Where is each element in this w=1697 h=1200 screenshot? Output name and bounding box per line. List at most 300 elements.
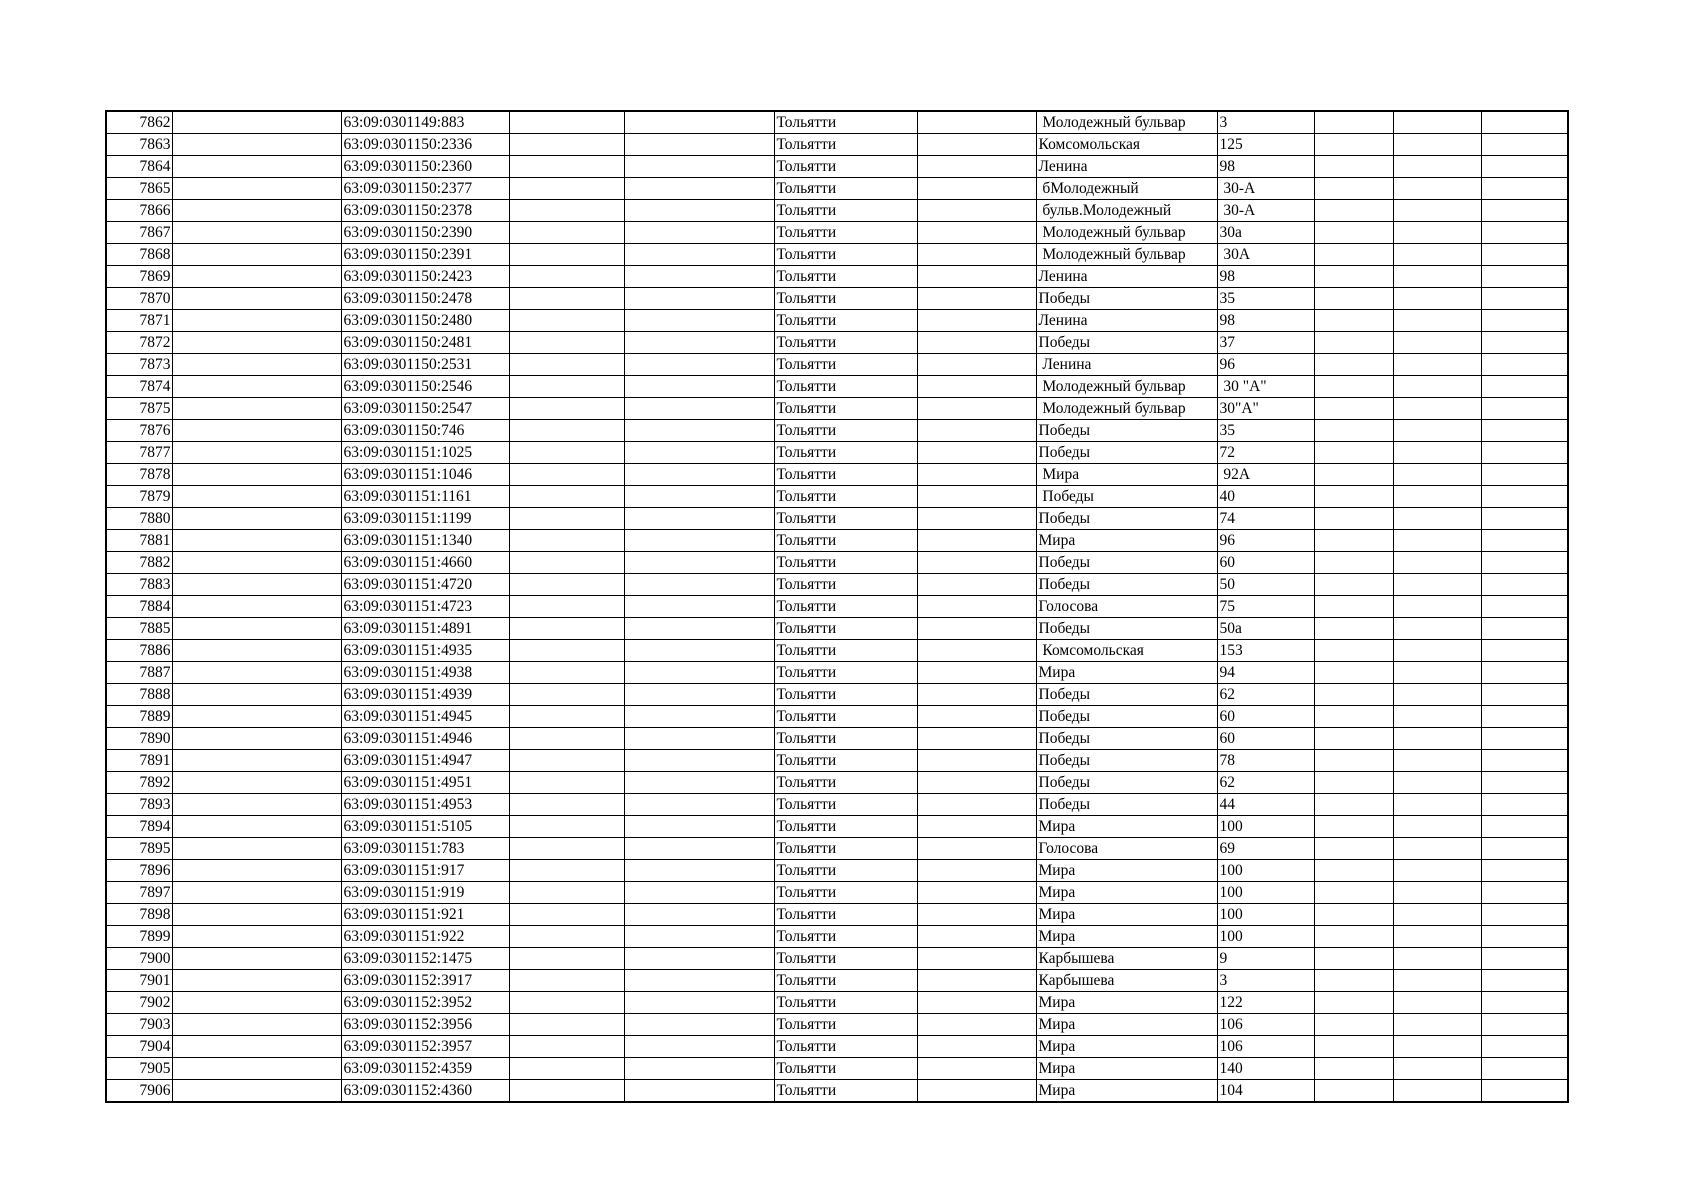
- cell-empty: [1481, 684, 1568, 706]
- cell-empty: [509, 332, 624, 354]
- cell-empty: [172, 816, 341, 838]
- cell-cadastral-number: 63:09:0301150:746: [341, 420, 509, 442]
- cell-street: Ленина: [1036, 266, 1217, 288]
- cell-street: Победы: [1036, 288, 1217, 310]
- table-row: [106, 816, 1568, 838]
- cell-row-number: 7871: [106, 310, 172, 332]
- cell-cadastral-number: 63:09:0301151:1340: [341, 530, 509, 552]
- cell-street: Ленина: [1036, 310, 1217, 332]
- cell-cadastral-number: 63:09:0301150:2390: [341, 222, 509, 244]
- cell-cadastral-number: 63:09:0301151:5105: [341, 816, 509, 838]
- cell-row-number: 7873: [106, 354, 172, 376]
- cell-street: Ленина: [1036, 354, 1217, 376]
- cell-street: Карбышева: [1036, 948, 1217, 970]
- cell-empty: [509, 111, 624, 134]
- table-row: [106, 838, 1568, 860]
- cell-empty: [1481, 178, 1568, 200]
- cell-empty: [172, 706, 341, 728]
- cell-empty: [624, 904, 774, 926]
- cell-house: 40: [1217, 486, 1314, 508]
- cell-empty: [1481, 156, 1568, 178]
- cell-empty: [624, 640, 774, 662]
- cell-empty: [1481, 222, 1568, 244]
- cell-cadastral-number: 63:09:0301150:2423: [341, 266, 509, 288]
- cell-empty: [1314, 376, 1393, 398]
- cell-empty: [509, 662, 624, 684]
- cell-empty: [917, 816, 1036, 838]
- cell-empty: [624, 508, 774, 530]
- cell-house: 3: [1217, 970, 1314, 992]
- cell-row-number: 7866: [106, 200, 172, 222]
- cell-street: Победы: [1036, 574, 1217, 596]
- cell-empty: [172, 640, 341, 662]
- cell-street: бМолодежный: [1036, 178, 1217, 200]
- cell-empty: [624, 706, 774, 728]
- cell-empty: [1481, 882, 1568, 904]
- cell-row-number: 7889: [106, 706, 172, 728]
- cell-row-number: 7895: [106, 838, 172, 860]
- cell-empty: [509, 288, 624, 310]
- table-row: [106, 618, 1568, 640]
- cell-row-number: 7863: [106, 134, 172, 156]
- cell-cadastral-number: 63:09:0301151:4891: [341, 618, 509, 640]
- cell-empty: [917, 904, 1036, 926]
- cell-empty: [1314, 354, 1393, 376]
- cell-empty: [509, 530, 624, 552]
- table-row: [106, 970, 1568, 992]
- registry-table: [105, 110, 1569, 1103]
- cell-cadastral-number: 63:09:0301152:1475: [341, 948, 509, 970]
- cell-empty: [1314, 728, 1393, 750]
- cell-street: Голосова: [1036, 838, 1217, 860]
- cell-empty: [172, 200, 341, 222]
- cell-row-number: 7877: [106, 442, 172, 464]
- cell-street: Мира: [1036, 1014, 1217, 1036]
- cell-empty: [509, 750, 624, 772]
- cell-city: Тольятти: [774, 508, 917, 530]
- table-row: [106, 111, 1568, 134]
- cell-empty: [1314, 970, 1393, 992]
- cell-empty: [509, 838, 624, 860]
- cell-house: 30"А": [1217, 398, 1314, 420]
- cell-empty: [917, 662, 1036, 684]
- cell-empty: [1393, 552, 1481, 574]
- cell-empty: [917, 111, 1036, 134]
- cell-empty: [624, 222, 774, 244]
- cell-empty: [1481, 948, 1568, 970]
- cell-city: Тольятти: [774, 728, 917, 750]
- cell-row-number: 7888: [106, 684, 172, 706]
- cell-cadastral-number: 63:09:0301152:3952: [341, 992, 509, 1014]
- cell-cadastral-number: 63:09:0301152:3917: [341, 970, 509, 992]
- cell-empty: [917, 838, 1036, 860]
- cell-cadastral-number: 63:09:0301151:1025: [341, 442, 509, 464]
- cell-empty: [1314, 1014, 1393, 1036]
- cell-empty: [1481, 1080, 1568, 1103]
- cell-empty: [1393, 244, 1481, 266]
- cell-empty: [1481, 574, 1568, 596]
- cell-empty: [1314, 244, 1393, 266]
- cell-empty: [1481, 838, 1568, 860]
- cell-empty: [172, 354, 341, 376]
- cell-empty: [1481, 970, 1568, 992]
- cell-empty: [624, 134, 774, 156]
- cell-empty: [1393, 772, 1481, 794]
- cell-city: Тольятти: [774, 244, 917, 266]
- cell-empty: [1481, 442, 1568, 464]
- cell-empty: [1314, 618, 1393, 640]
- cell-city: Тольятти: [774, 222, 917, 244]
- cell-street: Победы: [1036, 420, 1217, 442]
- cell-city: Тольятти: [774, 882, 917, 904]
- cell-empty: [1314, 860, 1393, 882]
- cell-empty: [1481, 420, 1568, 442]
- table-row: [106, 1014, 1568, 1036]
- cell-cadastral-number: 63:09:0301150:2336: [341, 134, 509, 156]
- cell-house: 140: [1217, 1058, 1314, 1080]
- cell-street: Ленина: [1036, 156, 1217, 178]
- cell-empty: [172, 156, 341, 178]
- cell-empty: [624, 728, 774, 750]
- cell-empty: [509, 1058, 624, 1080]
- cell-empty: [917, 442, 1036, 464]
- cell-empty: [1314, 288, 1393, 310]
- cell-row-number: 7867: [106, 222, 172, 244]
- cell-empty: [1393, 222, 1481, 244]
- cell-house: 35: [1217, 288, 1314, 310]
- cell-empty: [1481, 464, 1568, 486]
- table-row: [106, 552, 1568, 574]
- cell-empty: [1393, 508, 1481, 530]
- cell-empty: [1314, 992, 1393, 1014]
- cell-city: Тольятти: [774, 706, 917, 728]
- cell-street: Мира: [1036, 816, 1217, 838]
- cell-empty: [917, 970, 1036, 992]
- cell-row-number: 7881: [106, 530, 172, 552]
- cell-empty: [917, 178, 1036, 200]
- table-row: [106, 948, 1568, 970]
- cell-house: 9: [1217, 948, 1314, 970]
- table-row: [106, 992, 1568, 1014]
- table-row: [106, 332, 1568, 354]
- cell-row-number: 7878: [106, 464, 172, 486]
- cell-empty: [1481, 376, 1568, 398]
- cell-street: Победы: [1036, 552, 1217, 574]
- cell-empty: [172, 310, 341, 332]
- cell-empty: [1314, 178, 1393, 200]
- cell-empty: [624, 376, 774, 398]
- cell-city: Тольятти: [774, 948, 917, 970]
- cell-empty: [1314, 926, 1393, 948]
- cell-street: Мира: [1036, 1058, 1217, 1080]
- cell-cadastral-number: 63:09:0301151:4723: [341, 596, 509, 618]
- table-row: [106, 750, 1568, 772]
- cell-street: Мира: [1036, 926, 1217, 948]
- cell-empty: [509, 266, 624, 288]
- cell-house: 100: [1217, 816, 1314, 838]
- table-row: [106, 442, 1568, 464]
- cell-cadastral-number: 63:09:0301150:2546: [341, 376, 509, 398]
- table-row: [106, 1036, 1568, 1058]
- cell-empty: [1393, 111, 1481, 134]
- cell-house: 104: [1217, 1080, 1314, 1103]
- cell-empty: [1314, 222, 1393, 244]
- cell-empty: [509, 222, 624, 244]
- cell-street: Победы: [1036, 618, 1217, 640]
- cell-house: 75: [1217, 596, 1314, 618]
- cell-row-number: 7901: [106, 970, 172, 992]
- cell-empty: [1393, 706, 1481, 728]
- cell-empty: [917, 222, 1036, 244]
- cell-empty: [172, 332, 341, 354]
- cell-city: Тольятти: [774, 464, 917, 486]
- table-body: [106, 111, 1568, 1102]
- cell-empty: [1481, 926, 1568, 948]
- cell-empty: [917, 200, 1036, 222]
- cell-empty: [917, 332, 1036, 354]
- table-row: [106, 486, 1568, 508]
- cell-empty: [917, 310, 1036, 332]
- cell-empty: [917, 464, 1036, 486]
- cell-cadastral-number: 63:09:0301151:4945: [341, 706, 509, 728]
- cell-house: 125: [1217, 134, 1314, 156]
- cell-empty: [917, 1036, 1036, 1058]
- cell-street: Победы: [1036, 728, 1217, 750]
- cell-cadastral-number: 63:09:0301151:4938: [341, 662, 509, 684]
- cell-empty: [624, 1080, 774, 1103]
- cell-empty: [1393, 882, 1481, 904]
- cell-empty: [1314, 574, 1393, 596]
- cell-row-number: 7886: [106, 640, 172, 662]
- cell-cadastral-number: 63:09:0301150:2478: [341, 288, 509, 310]
- cell-empty: [509, 178, 624, 200]
- cell-empty: [509, 574, 624, 596]
- cell-empty: [1481, 398, 1568, 420]
- cell-empty: [1393, 442, 1481, 464]
- table-row: [106, 134, 1568, 156]
- table-row: [106, 420, 1568, 442]
- cell-empty: [624, 156, 774, 178]
- cell-empty: [1481, 332, 1568, 354]
- cell-cadastral-number: 63:09:0301151:917: [341, 860, 509, 882]
- table-row: [106, 464, 1568, 486]
- cell-street: Победы: [1036, 706, 1217, 728]
- cell-empty: [917, 926, 1036, 948]
- cell-empty: [509, 200, 624, 222]
- cell-house: 78: [1217, 750, 1314, 772]
- cell-empty: [624, 552, 774, 574]
- table-row: [106, 244, 1568, 266]
- cell-empty: [172, 486, 341, 508]
- cell-empty: [1393, 596, 1481, 618]
- cell-empty: [1481, 794, 1568, 816]
- cell-street: бульв.Молодежный: [1036, 200, 1217, 222]
- cell-empty: [172, 1058, 341, 1080]
- cell-empty: [1481, 640, 1568, 662]
- cell-cadastral-number: 63:09:0301152:4359: [341, 1058, 509, 1080]
- table-row: [106, 354, 1568, 376]
- cell-row-number: 7872: [106, 332, 172, 354]
- cell-cadastral-number: 63:09:0301151:4951: [341, 772, 509, 794]
- cell-empty: [624, 1058, 774, 1080]
- cell-empty: [509, 398, 624, 420]
- cell-empty: [624, 794, 774, 816]
- cell-row-number: 7876: [106, 420, 172, 442]
- cell-row-number: 7862: [106, 111, 172, 134]
- cell-city: Тольятти: [774, 750, 917, 772]
- cell-empty: [1393, 288, 1481, 310]
- cell-empty: [624, 882, 774, 904]
- cell-empty: [1314, 552, 1393, 574]
- cell-empty: [172, 178, 341, 200]
- cell-street: Победы: [1036, 442, 1217, 464]
- cell-empty: [172, 948, 341, 970]
- cell-cadastral-number: 63:09:0301151:919: [341, 882, 509, 904]
- cell-house: 3: [1217, 111, 1314, 134]
- cell-empty: [1314, 684, 1393, 706]
- cell-empty: [1314, 904, 1393, 926]
- cell-empty: [624, 750, 774, 772]
- cell-empty: [917, 794, 1036, 816]
- cell-cadastral-number: 63:09:0301151:4939: [341, 684, 509, 706]
- cell-empty: [624, 310, 774, 332]
- cell-empty: [917, 134, 1036, 156]
- cell-empty: [509, 728, 624, 750]
- cell-row-number: 7904: [106, 1036, 172, 1058]
- cell-city: Тольятти: [774, 266, 917, 288]
- cell-city: Тольятти: [774, 662, 917, 684]
- cell-empty: [1393, 1036, 1481, 1058]
- cell-empty: [917, 508, 1036, 530]
- table-row: [106, 574, 1568, 596]
- cell-empty: [172, 420, 341, 442]
- cell-empty: [1393, 530, 1481, 552]
- cell-empty: [1481, 111, 1568, 134]
- cell-empty: [1481, 904, 1568, 926]
- cell-empty: [917, 552, 1036, 574]
- cell-empty: [1393, 486, 1481, 508]
- cell-empty: [1314, 442, 1393, 464]
- cell-city: Тольятти: [774, 1080, 917, 1103]
- cell-empty: [917, 772, 1036, 794]
- cell-city: Тольятти: [774, 1014, 917, 1036]
- table-row: [106, 222, 1568, 244]
- cell-empty: [172, 1014, 341, 1036]
- cell-empty: [172, 794, 341, 816]
- cell-empty: [624, 464, 774, 486]
- cell-street: Победы: [1036, 750, 1217, 772]
- cell-row-number: 7884: [106, 596, 172, 618]
- cell-empty: [509, 442, 624, 464]
- cell-cadastral-number: 63:09:0301150:2377: [341, 178, 509, 200]
- cell-row-number: 7865: [106, 178, 172, 200]
- cell-empty: [1481, 816, 1568, 838]
- cell-house: 62: [1217, 684, 1314, 706]
- table-row: [106, 178, 1568, 200]
- cell-house: 62: [1217, 772, 1314, 794]
- cell-empty: [172, 904, 341, 926]
- cell-row-number: 7880: [106, 508, 172, 530]
- table-row: [106, 398, 1568, 420]
- cell-house: 30-А: [1217, 200, 1314, 222]
- cell-empty: [624, 816, 774, 838]
- cell-empty: [1314, 156, 1393, 178]
- cell-row-number: 7892: [106, 772, 172, 794]
- cell-empty: [1314, 111, 1393, 134]
- cell-cadastral-number: 63:09:0301151:4935: [341, 640, 509, 662]
- cell-row-number: 7875: [106, 398, 172, 420]
- cell-empty: [509, 706, 624, 728]
- cell-cadastral-number: 63:09:0301150:2481: [341, 332, 509, 354]
- cell-empty: [624, 970, 774, 992]
- cell-empty: [172, 552, 341, 574]
- cell-empty: [624, 1014, 774, 1036]
- cell-empty: [917, 640, 1036, 662]
- cell-empty: [1393, 266, 1481, 288]
- cell-city: Тольятти: [774, 574, 917, 596]
- cell-city: Тольятти: [774, 904, 917, 926]
- cell-empty: [1481, 992, 1568, 1014]
- cell-empty: [172, 134, 341, 156]
- cell-city: Тольятти: [774, 310, 917, 332]
- table-row: [106, 376, 1568, 398]
- cell-row-number: 7864: [106, 156, 172, 178]
- cell-cadastral-number: 63:09:0301151:921: [341, 904, 509, 926]
- cell-empty: [1393, 992, 1481, 1014]
- cell-house: 60: [1217, 728, 1314, 750]
- cell-empty: [917, 1014, 1036, 1036]
- cell-empty: [624, 772, 774, 794]
- cell-empty: [1314, 706, 1393, 728]
- cell-empty: [624, 288, 774, 310]
- cell-city: Тольятти: [774, 596, 917, 618]
- cell-row-number: 7896: [106, 860, 172, 882]
- cell-cadastral-number: 63:09:0301151:1161: [341, 486, 509, 508]
- cell-city: Тольятти: [774, 178, 917, 200]
- cell-house: 96: [1217, 530, 1314, 552]
- cell-empty: [1314, 1058, 1393, 1080]
- cell-empty: [1393, 728, 1481, 750]
- cell-empty: [1481, 354, 1568, 376]
- cell-house: 100: [1217, 860, 1314, 882]
- table-row: [106, 728, 1568, 750]
- cell-cadastral-number: 63:09:0301150:2378: [341, 200, 509, 222]
- cell-empty: [624, 111, 774, 134]
- cell-empty: [172, 398, 341, 420]
- cell-empty: [172, 1036, 341, 1058]
- cell-empty: [172, 574, 341, 596]
- cell-empty: [917, 728, 1036, 750]
- cell-empty: [1314, 882, 1393, 904]
- table-row: [106, 508, 1568, 530]
- cell-house: 69: [1217, 838, 1314, 860]
- cell-street: Мира: [1036, 992, 1217, 1014]
- cell-house: 98: [1217, 156, 1314, 178]
- cell-empty: [624, 618, 774, 640]
- cell-empty: [172, 860, 341, 882]
- cell-empty: [172, 926, 341, 948]
- cell-empty: [509, 376, 624, 398]
- cell-empty: [172, 244, 341, 266]
- cell-city: Тольятти: [774, 134, 917, 156]
- cell-empty: [1481, 508, 1568, 530]
- cell-empty: [1481, 1036, 1568, 1058]
- cell-cadastral-number: 63:09:0301151:922: [341, 926, 509, 948]
- cell-cadastral-number: 63:09:0301150:2480: [341, 310, 509, 332]
- cell-cadastral-number: 63:09:0301151:4947: [341, 750, 509, 772]
- cell-empty: [172, 772, 341, 794]
- cell-empty: [509, 310, 624, 332]
